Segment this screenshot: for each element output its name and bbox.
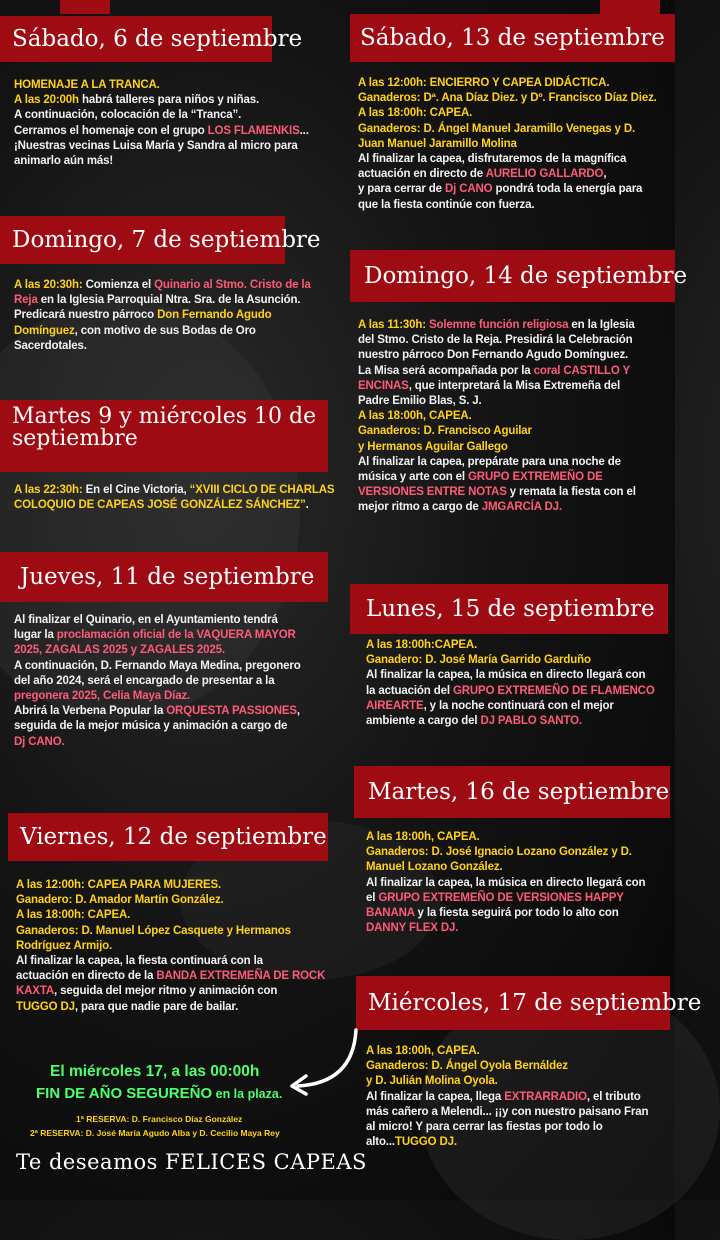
event-line: [366, 1044, 671, 1059]
event-line-segment: .: [305, 499, 309, 512]
title-sun7: Domingo, 7 de septiembre: [0, 216, 285, 264]
event-line-segment: , el tributo: [586, 1090, 641, 1103]
event-line: [366, 714, 671, 729]
event-line-segment: más cañero a Melendi... ¡¡y con nuestro paisano Fran: [366, 1105, 649, 1118]
body-sat13: [358, 76, 673, 213]
footer-new-year-title: FIN DE AÑO SEGUREÑO: [36, 1085, 213, 1102]
event-line: [16, 878, 336, 893]
event-line: [358, 424, 673, 439]
title-mon15: Lunes, 15 de septiembre: [350, 584, 668, 634]
event-line-segment: DJ PABLO SANTO.: [480, 715, 582, 728]
event-line-segment: actuación en directo de la: [16, 970, 157, 983]
event-line: [14, 674, 334, 689]
event-line-segment: Al finalizar la capea, la música en directo llegará con: [366, 876, 646, 889]
event-line: [358, 379, 673, 394]
event-line: [16, 1000, 336, 1015]
title-fri12: Viernes, 12 de septiembre: [8, 813, 328, 861]
event-line: [14, 108, 324, 123]
curved-arrow-icon: [284, 1026, 364, 1096]
title-thu11: Jueves, 11 de septiembre: [0, 552, 328, 602]
event-line-segment: , con motivo de sus Bodas de Oro: [74, 324, 256, 337]
event-line-segment: Al finalizar la capea, prepárate para una noche de: [358, 455, 621, 468]
event-line-segment: Sacerdotales.: [14, 339, 87, 352]
body-mon15: [366, 638, 671, 729]
body-tue16: [366, 830, 671, 936]
event-line: [358, 364, 673, 379]
event-line-segment: del año 2024, será el encargado de presentar a la: [14, 674, 275, 687]
event-line-segment: Padre Emilio Blas, S. J.: [358, 395, 482, 408]
event-line: [366, 906, 671, 921]
event-line-segment: BANANA: [366, 907, 415, 920]
event-line-segment: Al finalizar la capea, llega: [366, 1090, 505, 1103]
event-line-segment: , seguida del mejor ritmo y animación con: [54, 985, 278, 998]
event-line-segment: ORQUESTA PASSIONES: [166, 705, 297, 718]
title-sat6: Sábado, 6 de septiembre: [0, 16, 272, 62]
event-line-segment: A las 20:30h:: [14, 279, 83, 291]
event-line: [16, 969, 336, 984]
event-line: [366, 860, 671, 875]
event-line-segment: Juan Manuel Jaramillo Molina: [358, 137, 517, 150]
event-line-segment: al micro! Y para cerrar las fiestas por todo lo: [366, 1121, 603, 1134]
event-line-segment: animarlo aún más!: [14, 155, 114, 168]
event-line: [14, 613, 334, 628]
event-line-segment: Ganadero: D. Amador Martín González.: [16, 894, 224, 907]
event-line: [358, 318, 673, 333]
title-tue16: Martes, 16 de septiembre: [354, 766, 670, 818]
event-line: [14, 124, 324, 139]
event-line-segment: que la fiesta continúe con fuerza.: [358, 198, 535, 211]
event-line-segment: A las 18:00h: CAPEA.: [358, 107, 473, 120]
event-line: [14, 735, 334, 750]
event-line: [358, 76, 673, 91]
event-line-segment: GRUPO EXTREMEÑO DE VERSIONES HAPPY: [378, 891, 624, 904]
event-line-segment: A las 12:00h: ENCIERRO Y CAPEA DIDÁCTICA.: [358, 77, 610, 89]
event-line-segment: Quinario al Stmo. Cristo de la: [154, 279, 311, 291]
event-line-segment: A las 18:00h, CAPEA.: [366, 831, 480, 843]
event-line-segment: y Hermanos Aguilar Gallego: [358, 440, 508, 453]
event-line-segment: pregonera 2025, Celia Maya Díaz.: [14, 690, 191, 703]
event-line: [14, 483, 334, 498]
title-wed17: Miércoles, 17 de septiembre: [356, 976, 670, 1030]
event-line-segment: , y la noche continuará con el mejor: [423, 699, 614, 712]
event-line: [14, 339, 334, 354]
event-line-segment: Don Fernando Agudo: [157, 309, 272, 322]
event-line-segment: Cerramos el homenaje con el grupo: [14, 124, 208, 137]
event-line: [358, 440, 673, 455]
event-line: [366, 1074, 671, 1089]
event-line: [366, 1090, 671, 1105]
footer-new-year-line: [36, 1085, 282, 1102]
event-line-segment: A las 22:30h:: [14, 484, 83, 496]
footer-reserve-1: 1ª RESERVA: D. Francisco Díaz González: [76, 1114, 243, 1124]
event-line-segment: Al finalizar la capea, la música en directo llegará con: [366, 669, 646, 682]
event-line-segment: alto...: [366, 1136, 395, 1149]
event-line: [366, 684, 671, 699]
event-line: [14, 719, 334, 734]
event-line-segment: Solemne función religiosa: [428, 319, 569, 331]
event-line-segment: música y arte con el: [358, 471, 468, 484]
event-line-segment: AIREARTE: [366, 699, 424, 712]
event-line: [366, 653, 671, 668]
event-line: [14, 689, 334, 704]
event-line-segment: ...: [299, 124, 309, 137]
event-line-segment: Comienza el: [82, 279, 155, 291]
event-line-segment: EXTRARRADIO: [504, 1090, 587, 1103]
event-line-segment: A las 18:00h:CAPEA.: [366, 639, 478, 651]
event-line-segment: A las 18:00h: CAPEA.: [16, 909, 131, 922]
event-line-segment: A las 11:30h:: [358, 319, 429, 331]
event-line: [14, 659, 334, 674]
event-line-segment: COLOQUIO DE CAPEAS JOSÉ GONZÁLEZ SÁNCHEZ”: [14, 499, 306, 512]
event-line-segment: Al finalizar el Quinario, en el Ayuntamiento tendrá: [14, 614, 278, 626]
event-line-segment: ¡Nuestras vecinas Luisa María y Sandra al micro para: [14, 139, 298, 152]
event-line: [14, 293, 334, 308]
event-line-segment: Ganadero: D. José María Garrido Garduño: [366, 654, 591, 667]
event-line-segment: el: [366, 891, 379, 904]
event-line-segment: la actuación del: [366, 684, 453, 697]
event-line-segment: A las 18:00h, CAPEA.: [358, 410, 472, 423]
event-line: [366, 1059, 671, 1074]
event-line-segment: TUGGO DJ: [16, 1000, 75, 1013]
event-line-segment: ENCINAS: [358, 379, 409, 392]
event-line-segment: Dj CANO.: [14, 735, 65, 748]
event-line-segment: nuestro párroco Don Fernando Agudo Domínguez.: [358, 349, 629, 362]
body-sun14: [358, 318, 673, 516]
event-line: [16, 908, 336, 923]
event-line: [366, 1135, 671, 1150]
event-line-segment: Reja: [14, 294, 38, 307]
event-line: [358, 394, 673, 409]
event-line-segment: Domínguez: [14, 324, 75, 337]
event-line-segment: Ganaderos: D. Francisco Aguilar: [358, 425, 532, 438]
event-line: [14, 308, 334, 323]
event-line-segment: y D. Julián Molina Oyola.: [366, 1075, 498, 1088]
event-line-segment: JMGARCÍA DJ.: [481, 501, 562, 514]
event-line: [14, 704, 334, 719]
event-line-segment: BANDA EXTREMEÑA DE ROCK: [156, 970, 326, 983]
event-line: [366, 891, 671, 906]
event-line: [16, 954, 336, 969]
event-line-segment: La Misa será acompañada por la: [358, 364, 534, 377]
event-line-segment: habrá talleres para niños y niñas.: [78, 94, 260, 107]
event-line: [14, 154, 324, 169]
event-line-segment: HOMENAJE A LA TRANCA.: [14, 79, 160, 91]
top-strip-right: [600, 0, 660, 14]
event-line: [358, 198, 673, 213]
event-line-segment: GRUPO EXTREMEÑO DE: [468, 471, 603, 484]
title-tue9: Martes 9 y miércoles 10 de septiembre: [0, 400, 328, 472]
event-line-segment: en la Iglesia Parroquial Ntra. Sra. de la Asunción.: [37, 294, 301, 307]
footer-reserve-2: 2ª RESERVA: D. José María Agudo Alba y D. Cecilio Maya Rey: [30, 1128, 280, 1138]
event-line-segment: Ganaderos: D. Ángel Manuel Jaramillo Venegas y D.: [358, 122, 636, 135]
event-line: [358, 333, 673, 348]
event-line-segment: KAXTA: [16, 985, 55, 998]
body-thu11: [14, 613, 334, 750]
event-line-segment: DANNY FLEX DJ.: [366, 922, 459, 935]
event-line-segment: Ganaderos: D. José Ignacio Lozano González y D.: [366, 846, 632, 859]
event-line-segment: A continuación, colocación de la “Tranca”.: [14, 109, 242, 122]
event-line: [366, 699, 671, 714]
event-line: [358, 409, 673, 424]
event-line-segment: Al finalizar la capea, disfrutaremos de la magnífica: [358, 153, 627, 166]
event-line-segment: TUGGO DJ.: [394, 1136, 457, 1149]
title-sun14: Domingo, 14 de septiembre: [350, 250, 675, 302]
event-line: [14, 498, 334, 513]
event-line-segment: Ganaderos: Dª. Ana Díaz Diez. y Dº. Francisco Díaz Diez.: [358, 92, 657, 105]
event-line-segment: Al finalizar la capea, la fiesta continuará con la: [16, 955, 263, 968]
body-wed17: [366, 1044, 671, 1150]
event-line: [14, 93, 324, 108]
footer-wish: Te deseamos FELICES CAPEAS: [16, 1150, 367, 1174]
event-line-segment: y para cerrar de: [358, 183, 445, 196]
event-line-segment: ,: [296, 705, 300, 718]
event-line: [358, 455, 673, 470]
footer-date-line: El miércoles 17, a las 00:00h: [50, 1063, 260, 1080]
event-line: [14, 278, 334, 293]
event-line: [366, 876, 671, 891]
event-line-segment: Predicará nuestro párroco: [14, 309, 158, 322]
event-line: [14, 78, 324, 93]
event-line-segment: GRUPO EXTREMEÑO DE FLAMENCO: [452, 684, 655, 697]
event-line: [366, 830, 671, 845]
body-sun7: [14, 278, 334, 354]
event-line-segment: coral CASTILLO Y: [533, 364, 631, 377]
event-line: [16, 939, 336, 954]
event-line-segment: del Stmo. Cristo de la Reja. Presidirá la Celebración: [358, 334, 633, 347]
event-line: [358, 137, 673, 152]
event-line: [366, 921, 671, 936]
event-line-segment: y remata la fiesta con el: [506, 486, 636, 499]
event-line-segment: mejor ritmo a cargo de: [358, 501, 482, 514]
event-line: [358, 91, 673, 106]
event-line-segment: Abrirá la Verbena Popular la: [14, 705, 167, 718]
event-line-segment: seguida de la mejor música y animación a cargo de: [14, 720, 288, 733]
event-line: [14, 628, 334, 643]
event-line-segment: LOS FLAMENKIS: [207, 124, 300, 137]
event-line: [14, 324, 334, 339]
event-line-segment: ,: [603, 168, 607, 181]
event-line-segment: A las 20:00h: [14, 94, 79, 107]
title-sat13: Sábado, 13 de septiembre: [350, 14, 675, 62]
event-line: [358, 106, 673, 121]
event-line-segment: , para que nadie pare de bailar.: [74, 1000, 239, 1013]
event-line-segment: en la Iglesia: [568, 319, 635, 331]
event-line-segment: A continuación, D. Fernando Maya Medina, pregonero: [14, 659, 301, 672]
event-line-segment: Ganaderos: D. Manuel López Casquete y Hermanos: [16, 924, 291, 937]
event-line-segment: En el Cine Victoria,: [82, 484, 190, 496]
event-line: [358, 348, 673, 363]
event-line: [366, 668, 671, 683]
event-line-segment: lugar la: [14, 629, 57, 642]
event-line: [366, 1105, 671, 1120]
top-strip-left: [60, 0, 110, 14]
event-line-segment: Ganaderos: D. Ángel Oyola Bernáldez: [366, 1060, 568, 1073]
event-line-segment: , que interpretará la Misa Extremeña del: [408, 379, 621, 392]
event-line: [366, 1120, 671, 1135]
event-line: [358, 500, 673, 515]
event-line-segment: Dj CANO: [444, 183, 493, 196]
event-line-segment: “XVIII CICLO DE CHARLAS: [189, 484, 335, 496]
body-sat6: [14, 78, 324, 169]
event-line: [16, 984, 336, 999]
event-line: [358, 470, 673, 485]
event-line: [358, 152, 673, 167]
event-line-segment: AURELIO GALLARDO: [485, 168, 604, 181]
event-line: [358, 122, 673, 137]
event-line: [16, 893, 336, 908]
event-line-segment: A las 18:00h, CAPEA.: [366, 1045, 480, 1057]
event-line: [366, 845, 671, 860]
event-line: [14, 643, 334, 658]
event-line-segment: actuación en directo de: [358, 168, 486, 181]
body-fri12: [16, 878, 336, 1015]
event-line-segment: A las 12:00h: CAPEA PARA MUJERES.: [16, 879, 222, 891]
event-line-segment: pondrá toda la energía para: [492, 183, 643, 196]
event-line-segment: Rodríguez Armijo.: [16, 939, 113, 952]
event-line-segment: 2025, ZAGALAS 2025 y ZAGALES 2025.: [14, 644, 225, 657]
event-line-segment: Manuel Lozano González.: [366, 861, 503, 874]
event-line: [358, 182, 673, 197]
event-line-segment: VERSIONES ENTRE NOTAS: [358, 486, 507, 499]
event-line-segment: proclamación oficial de la VAQUERA MAYOR: [56, 629, 296, 642]
event-line: [14, 139, 324, 154]
event-line-segment: y la fiesta seguirá por todo lo alto con: [414, 907, 619, 920]
body-tue9: [14, 483, 334, 513]
event-line: [366, 638, 671, 653]
event-line: [358, 485, 673, 500]
footer-new-year-place: en la plaza.: [212, 1087, 283, 1101]
event-line: [358, 167, 673, 182]
event-line-segment: ambiente a cargo del: [366, 715, 481, 728]
event-line: [16, 924, 336, 939]
